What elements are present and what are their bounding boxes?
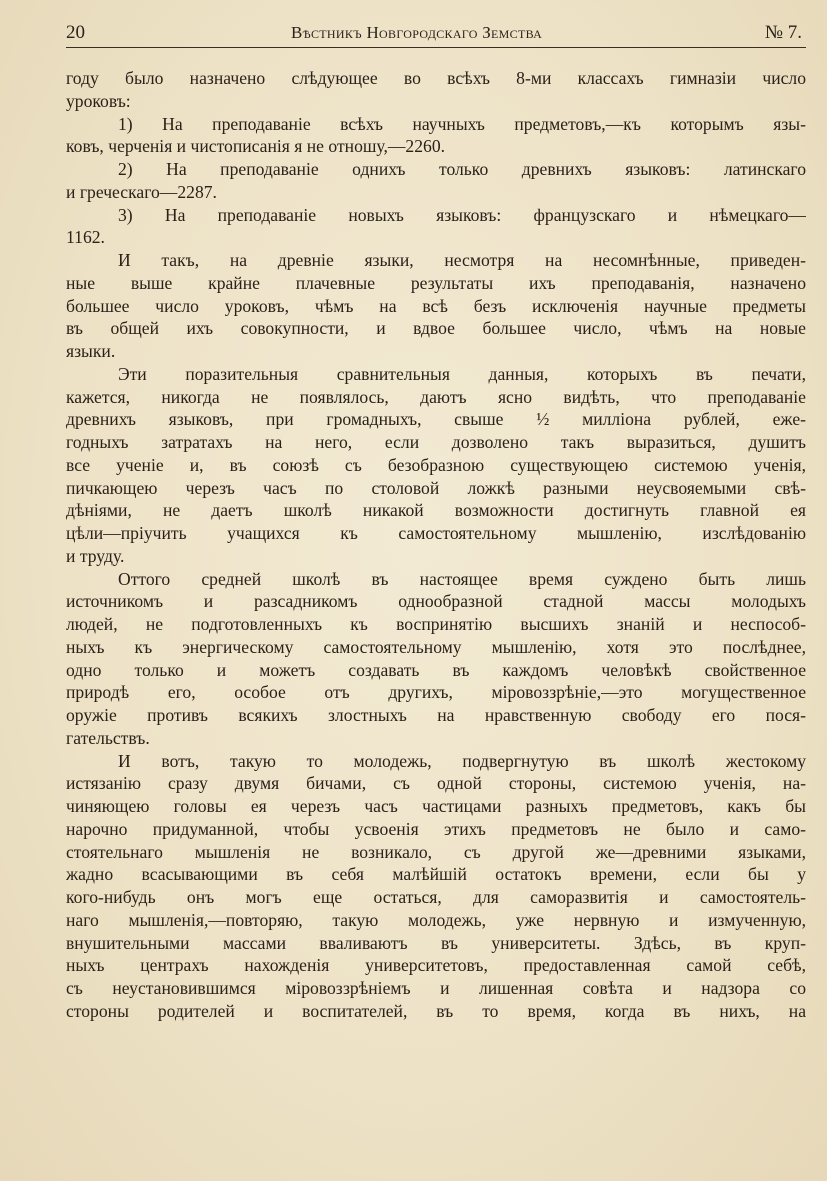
text-line: гательствъ.: [66, 727, 150, 748]
text-line: внушительными массами вваливаютъ въ университеты. Здѣсь, въ круп-: [66, 932, 806, 953]
text-line: году было назначено слѣдующее во всѣхъ 8-ми классахъ гимназіи число: [66, 68, 806, 88]
text-line: въ общей ихъ совокупности, и вдвое большее число, чѣмъ на новые: [66, 318, 806, 339]
body-text: [66, 67, 806, 1023]
text-line: и греческаго—2287.: [66, 181, 217, 202]
running-head: [66, 22, 806, 48]
text-line: пичкающею черезъ часъ по столовой ложкѣ разными неусвояемыми свѣ-: [66, 477, 806, 498]
text-line: съ неустановившимся міровоззрѣніемъ и лишенная совѣта и надзора со: [66, 978, 806, 998]
text-line: И вотъ, такую то молодежь, подвергнутую въ школѣ жестокому: [118, 750, 806, 771]
text-line: чиняющею головы ея черезъ часъ частицами разныхъ предметовъ, какъ бы: [66, 796, 806, 816]
issue-number: № 7.: [764, 22, 802, 43]
text-line: и труду.: [66, 545, 125, 566]
text-line: кого-нибудь онъ могъ еще остаться, для саморазвитія и самостоятель-: [66, 887, 806, 907]
text-line: оружіе противъ всякихъ злостныхъ на нравственную свободу его пося-: [66, 705, 806, 725]
text-line: кажется, никогда не появлялось, даютъ ясно видѣть, что преподаваніе: [66, 386, 806, 407]
header-rule: [66, 47, 806, 48]
text-line: истязанію сразу двумя бичами, съ одной стороны, системою ученія, на-: [66, 773, 806, 794]
page-number: 20: [66, 22, 85, 43]
text-line: годныхъ затратахъ на него, если дозволено такъ выразиться, душитъ: [66, 432, 806, 452]
text-line: природѣ его, особое отъ другихъ, міровоззрѣніе,—это могущественное: [66, 682, 806, 703]
text-line: цѣли—пріучить учащихся къ самостоятельному мышленію, изслѣдованію: [66, 523, 806, 543]
text-line: ныхъ центрахъ нахожденія университетовъ, предоставленная самой себѣ,: [66, 955, 806, 976]
text-line: источникомъ и разсадникомъ однообразной стадной массы молодыхъ: [66, 591, 806, 612]
text-line: людей, не подготовленныхъ къ воспринятію высшихъ знаній и неспособ-: [66, 614, 806, 634]
text-line: Оттого средней школѣ въ настоящее время суждено быть лишь: [118, 568, 806, 589]
text-line: большее число уроковъ, чѣмъ на всѣ безъ исключенія научные предметы: [66, 295, 806, 316]
text-line: стоятельнаго мышленія не возникало, съ другой же—древними языками,: [66, 841, 806, 862]
text-line: стороны родителей и воспитателей, въ то время, когда въ нихъ, на: [66, 1000, 806, 1021]
text-line: ныхъ къ энергическому самостоятельному мышленію, хотя это послѣднее,: [66, 636, 806, 657]
text-line: ные выше крайне плачевные результаты ихъ преподаванія, назначено: [66, 272, 806, 293]
text-line: уроковъ:: [66, 90, 131, 111]
text-line: наго мышленія,—повторяю, такую молодежь, уже нервную и измученную,: [66, 909, 806, 930]
journal-title: Вѣстникъ Новгородскаго Земства: [291, 23, 543, 42]
text-line: древнихъ языковъ, при громадныхъ, свыше ½ милліона рублей, еже-: [66, 409, 806, 430]
text-line: И такъ, на древніе языки, несмотря на несомнѣнные, приведен-: [118, 250, 806, 270]
text-line: 2) На преподаваніе однихъ только древнихъ языковъ: латинскаго: [118, 159, 806, 179]
text-line: дѣніями, не даетъ школѣ никакой возможности достигнуть главной ея: [66, 500, 806, 521]
text-line: 3) На преподаваніе новыхъ языковъ: французскаго и нѣмецкаго—: [118, 204, 806, 225]
text-line: Эти поразительныя сравнительныя данныя, которыхъ въ печати,: [118, 363, 806, 384]
text-line: 1) На преподаваніе всѣхъ научныхъ предметовъ,—къ которымъ язы-: [118, 113, 806, 134]
text-line: языки.: [66, 341, 116, 361]
text-line: жадно всасывающими въ себя малѣйшій остатокъ времени, если бы у: [66, 864, 806, 885]
text-line: все ученіе и, въ союзѣ съ безобразною существующею системою ученія,: [66, 454, 806, 475]
text-line: одно только и можетъ создавать въ каждомъ человѣкѣ свойственное: [66, 659, 806, 680]
text-line: ковъ, черченія и чистописанія я не отношу,—2260.: [66, 136, 446, 157]
text-line: нарочно придуманной, чтобы усвоенія этихъ предметовъ не было и само-: [66, 818, 806, 839]
text-line: 1162.: [66, 227, 105, 248]
